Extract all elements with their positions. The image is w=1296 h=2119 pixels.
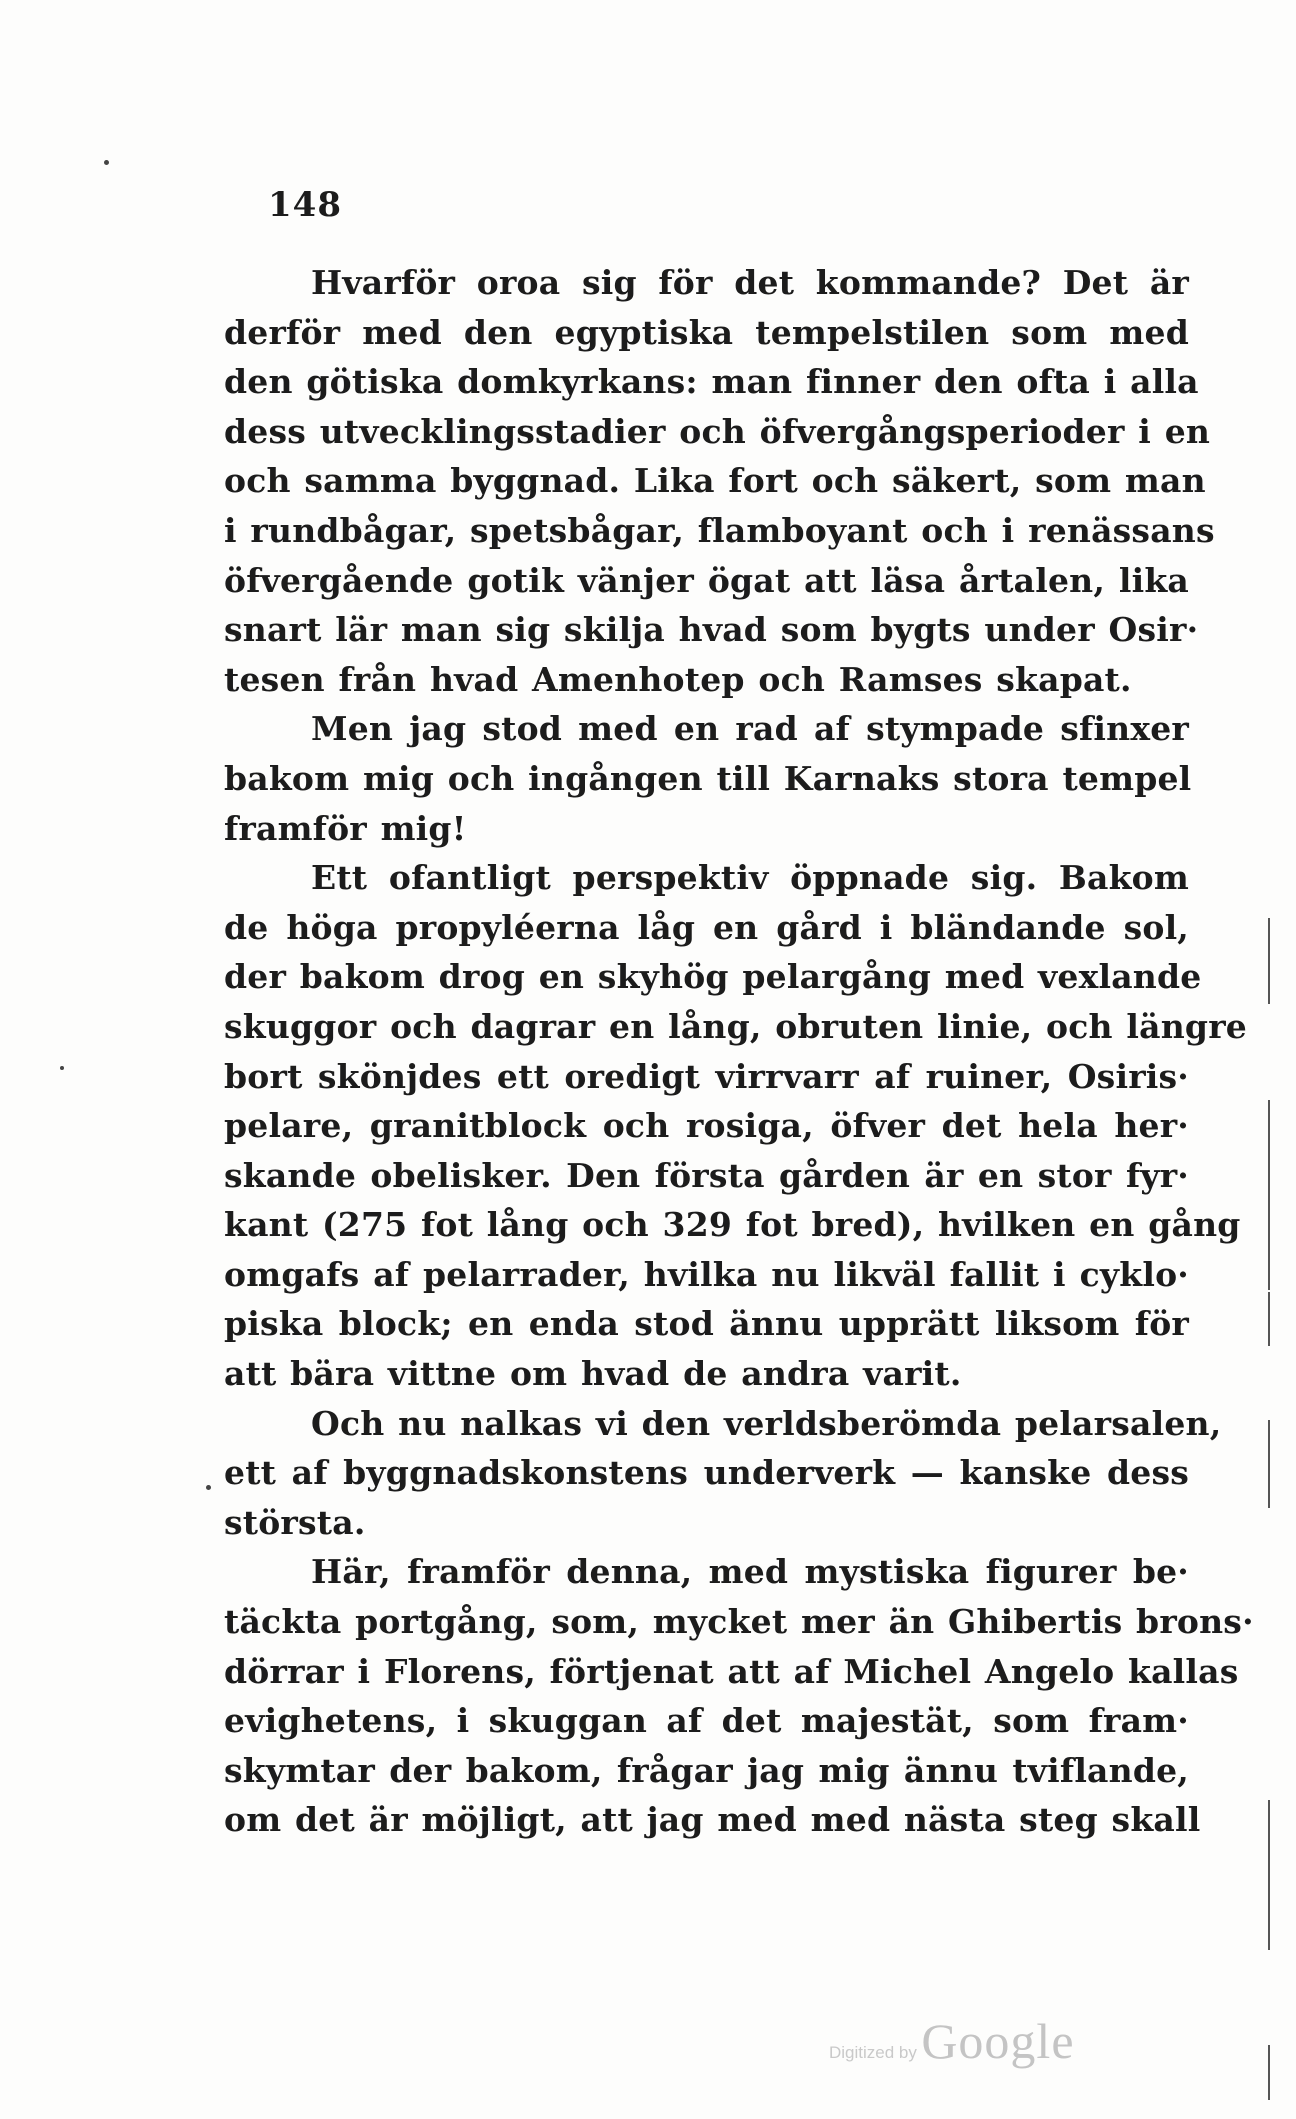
text-line: Hvarför oroa sig för det kommande? Det är — [311, 263, 1189, 302]
page-number: 148 — [268, 185, 342, 225]
margin-line — [1268, 1800, 1270, 1950]
text-line: Här, framför denna, med mystiska figurer be· — [311, 1552, 1189, 1592]
body-text — [224, 258, 1254, 1845]
text-line: skymtar der bakom, frågar jag mig ännu tviflande, — [224, 1750, 1189, 1790]
text-line: dess utvecklingsstadier och öfvergångsperioder i en — [224, 411, 1211, 451]
text-line: öfvergående gotik vänjer ögat att läsa årtalen, lika — [224, 560, 1189, 600]
text-line: skuggor och dagrar en lång, obruten linie, och längre — [224, 1006, 1247, 1046]
margin-line — [1268, 1292, 1270, 1346]
watermark-prefix: Digitized by — [829, 2043, 917, 2062]
digitized-by-google-watermark — [829, 2012, 1075, 2070]
text-line: Och nu nalkas vi den verldsberömda pelarsalen, — [311, 1403, 1222, 1443]
ink-speck — [206, 1485, 211, 1490]
text-line: pelare, granitblock och rosiga, öfver det hela her· — [224, 1106, 1189, 1146]
text-line: Men jag stod med en rad af stympade sfinxer — [311, 709, 1189, 749]
text-line: omgafs af pelarrader, hvilka nu likväl fallit i cyklo· — [224, 1254, 1189, 1294]
text-line: Ett ofantligt perspektiv öppnade sig. Bakom — [311, 858, 1189, 898]
text-line: bakom mig och ingången till Karnaks stora tempel — [224, 758, 1192, 798]
text-line: framför mig! — [224, 808, 467, 848]
text-line: snart lär man sig skilja hvad som bygts under Osir· — [224, 610, 1199, 650]
margin-line — [1268, 918, 1270, 1004]
text-line: tesen från hvad Amenhotep och Ramses skapat. — [224, 659, 1132, 699]
text-line: ett af byggnadskonstens underverk — kanske dess — [224, 1453, 1189, 1493]
text-line: der bakom drog en skyhög pelargång med vexlande — [224, 957, 1202, 997]
margin-line — [1268, 1100, 1270, 1290]
text-line: evighetens, i skuggan af det majestät, som fram· — [224, 1701, 1189, 1741]
margin-line — [1268, 2045, 1270, 2100]
google-logo: Google — [921, 2013, 1075, 2069]
text-line: den götiska domkyrkans: man finner den ofta i alla — [224, 362, 1199, 402]
text-line: största. — [224, 1502, 366, 1542]
ink-speck — [104, 160, 109, 165]
text-line: skande obelisker. Den första gården är en stor fyr· — [224, 1155, 1189, 1195]
text-line: piska block; en enda stod ännu upprätt liksom för — [224, 1304, 1189, 1344]
ink-speck — [60, 1066, 64, 1070]
text-line: och samma byggnad. Lika fort och säkert, som man — [224, 461, 1206, 501]
text-line: derför med den egyptiska tempelstilen som med — [224, 312, 1189, 352]
text-line: i rundbågar, spetsbågar, flamboyant och i renässans — [224, 510, 1215, 550]
text-line: kant (275 fot lång och 329 fot bred), hvilken en gång — [224, 1205, 1241, 1245]
text-line: dörrar i Florens, förtjenat att af Michel Angelo kallas — [224, 1651, 1239, 1691]
text-line: täckta portgång, som, mycket mer än Ghibertis brons· — [224, 1602, 1254, 1642]
text-line: bort skönjdes ett oredigt virrvarr af ruiner, Osiris· — [224, 1056, 1189, 1096]
margin-line — [1268, 1420, 1270, 1508]
text-line: om det är möjligt, att jag med med nästa steg skall — [224, 1800, 1201, 1840]
text-line: de höga propyléerna låg en gård i bländande sol, — [224, 907, 1189, 947]
text-line: att bära vittne om hvad de andra varit. — [224, 1354, 962, 1394]
